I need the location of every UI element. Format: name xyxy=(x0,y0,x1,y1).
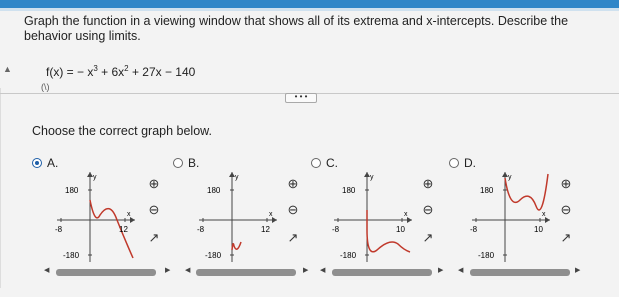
question-text: Graph the function in a viewing window that shows all of its extrema and x-intercepts. Describe the behavior using limits. xyxy=(24,14,569,43)
scroll-right-arrow-icon[interactable]: ▶ xyxy=(303,267,309,274)
x-tick-left: -8 xyxy=(197,225,205,234)
zoom-out-icon[interactable]: ⊖ xyxy=(287,202,299,217)
scroll-left-arrow-icon[interactable]: ◀ xyxy=(185,267,191,274)
function-suffix: + 27x − 140 xyxy=(128,65,196,79)
scroll-left-arrow-icon[interactable]: ◀ xyxy=(44,267,50,274)
x-tick-right: 12 xyxy=(261,225,270,234)
zoom-out-icon[interactable]: ⊖ xyxy=(560,202,572,217)
y-tick-top: 180 xyxy=(65,186,79,195)
scrollbar-thumb[interactable] xyxy=(56,269,156,276)
function-exponent-3: 3 xyxy=(93,64,98,73)
function-curve xyxy=(232,242,241,250)
x-tick-left: -8 xyxy=(470,225,478,234)
x-axis-label: x xyxy=(542,211,546,218)
y-tick-top: 180 xyxy=(480,186,494,195)
y-axis-label: y xyxy=(235,174,239,181)
y-axis-label: y xyxy=(508,174,512,181)
zoom-in-icon[interactable]: ⊕ xyxy=(148,176,160,191)
top-accent-strip xyxy=(0,8,619,11)
popout-icon[interactable]: ↗ xyxy=(560,230,572,245)
option-a-label: A. xyxy=(47,156,59,170)
scroll-right-arrow-icon[interactable]: ▶ xyxy=(438,267,444,274)
popout-icon[interactable]: ↗ xyxy=(422,230,434,245)
x-axis-arrow-icon xyxy=(130,217,135,223)
option-d-label: D. xyxy=(464,156,476,170)
option-a-graph xyxy=(55,170,140,265)
scrollbar-thumb[interactable] xyxy=(470,269,570,276)
option-c-radio[interactable] xyxy=(311,158,321,168)
x-tick-right: 12 xyxy=(119,225,128,234)
zoom-in-icon[interactable]: ⊕ xyxy=(422,176,434,191)
popout-icon[interactable]: ↗ xyxy=(287,230,299,245)
function-expression xyxy=(46,64,195,79)
x-tick-left: -8 xyxy=(55,225,63,234)
option-c-graph xyxy=(332,170,417,265)
scrollbar-thumb[interactable] xyxy=(332,269,432,276)
x-axis-label: x xyxy=(269,211,273,218)
zoom-in-icon[interactable]: ⊕ xyxy=(287,176,299,191)
x-axis-label: x xyxy=(404,211,408,218)
option-d-radio[interactable] xyxy=(449,158,459,168)
x-axis-label: x xyxy=(127,211,131,218)
zoom-out-icon[interactable]: ⊖ xyxy=(422,202,434,217)
y-tick-bottom: -180 xyxy=(478,251,495,260)
popout-icon[interactable]: ↗ xyxy=(148,230,160,245)
y-axis-label: y xyxy=(370,174,374,181)
scroll-right-arrow-icon[interactable]: ▶ xyxy=(575,267,581,274)
scroll-left-arrow-icon[interactable]: ◀ xyxy=(320,267,326,274)
y-tick-bottom: -180 xyxy=(63,251,80,260)
zoom-out-icon[interactable]: ⊖ xyxy=(148,202,160,217)
x-tick-right: 10 xyxy=(396,225,405,234)
zoom-in-icon[interactable]: ⊕ xyxy=(560,176,572,191)
function-prefix: f(x) = − x xyxy=(46,65,94,79)
scroll-right-arrow-icon[interactable]: ▶ xyxy=(165,267,171,274)
x-tick-left: -8 xyxy=(332,225,340,234)
prompt-text: Choose the correct graph below. xyxy=(32,124,212,138)
expand-arrow-icon[interactable]: ▲ xyxy=(3,64,12,74)
x-axis-arrow-icon xyxy=(545,217,550,223)
option-a-radio[interactable] xyxy=(32,158,42,168)
y-tick-bottom: -180 xyxy=(205,251,222,260)
option-c-label: C. xyxy=(326,156,338,170)
y-tick-top: 180 xyxy=(207,186,221,195)
y-axis-label: y xyxy=(93,174,97,181)
x-axis-arrow-icon xyxy=(272,217,277,223)
scrollbar-thumb[interactable] xyxy=(196,269,296,276)
left-edge xyxy=(0,88,1,288)
option-b-radio[interactable] xyxy=(173,158,183,168)
function-mid: + 6x xyxy=(97,65,125,79)
top-accent-bar xyxy=(0,0,619,8)
y-tick-bottom: -180 xyxy=(340,251,357,260)
scroll-left-arrow-icon[interactable]: ◀ xyxy=(458,267,464,274)
option-b-graph xyxy=(197,170,282,265)
option-b-label: B. xyxy=(188,156,200,170)
function-exponent-2: 2 xyxy=(124,64,129,73)
y-tick-top: 180 xyxy=(342,186,356,195)
more-button[interactable]: • • • xyxy=(285,93,317,103)
x-tick-right: 10 xyxy=(534,225,543,234)
x-axis-arrow-icon xyxy=(407,217,412,223)
option-d-graph xyxy=(470,170,555,265)
cursor-icon: (\) xyxy=(41,82,50,92)
